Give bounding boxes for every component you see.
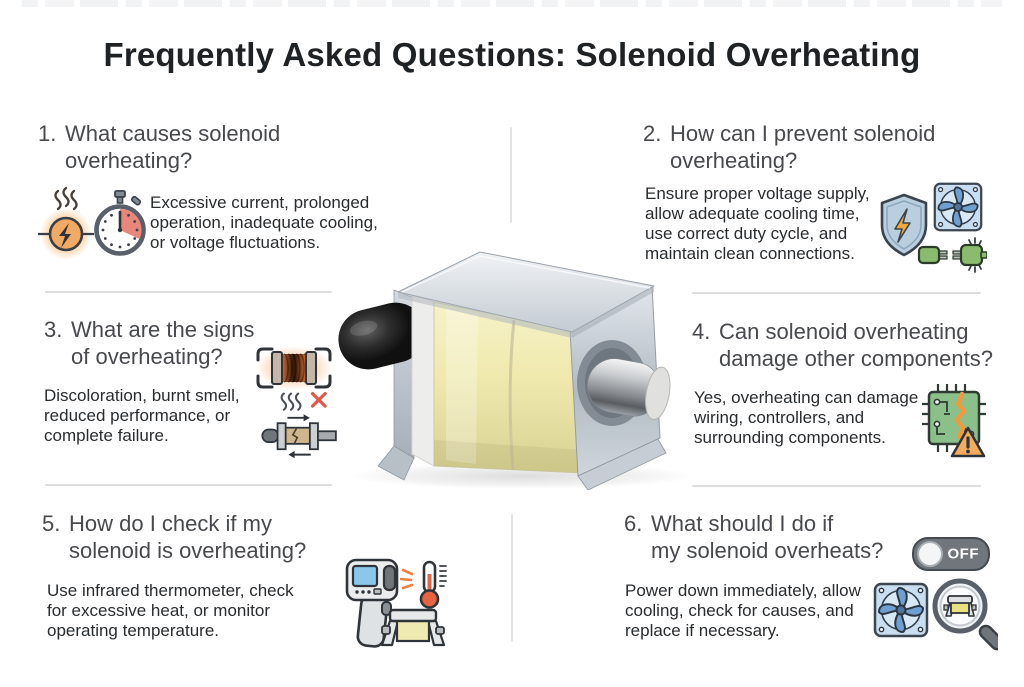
answer-4: Yes, overheating can damage wiring, controllers, and surrounding components.: [694, 388, 919, 447]
answer-1: Excessive current, prolonged operation, inadequate cooling, or voltage fluctuations.: [150, 193, 378, 252]
burnt-coil-icon: [254, 344, 334, 392]
question-5: [42, 510, 502, 564]
failed-solenoid-icon: [260, 390, 340, 460]
damaged-circuit-icon: [922, 384, 988, 460]
solenoid-product-photo: [332, 240, 712, 490]
cooling-fan-icon: [933, 182, 983, 232]
stopwatch-icon: [94, 190, 146, 258]
faq-item-5: [42, 510, 502, 670]
faq-item-6: [624, 510, 1004, 670]
faq-item-1: [38, 120, 378, 280]
divider-vertical-bottom: [511, 514, 513, 642]
question-1: [38, 120, 378, 174]
question-number: 1.: [38, 121, 57, 146]
question-text: How can I prevent solenoid overheating?: [670, 121, 936, 173]
question-text: What are the signs of overheating?: [71, 317, 255, 369]
cooling-fan-icon: [873, 582, 929, 638]
overheating-bolt-icon: [38, 182, 94, 262]
question-number: 5.: [42, 511, 61, 536]
off-toggle: [912, 537, 990, 571]
question-number: 6.: [624, 511, 643, 536]
toggle-label: OFF: [947, 545, 979, 563]
question-4: [692, 318, 1002, 372]
question-text: Can solenoid overheating damage other components?: [719, 319, 993, 371]
divider-right-2: [692, 485, 981, 487]
answer-5: Use infrared thermometer, check for excessive heat, or monitor operating temperature.: [47, 581, 294, 640]
question-number: 3.: [44, 317, 63, 342]
question-2: [643, 120, 995, 174]
solenoid-check-icon: [380, 606, 446, 652]
inspect-magnifier-icon: [930, 576, 998, 654]
answer-3: Discoloration, burnt smell, reduced performance, or complete failure.: [44, 386, 240, 445]
question-text: How do I check if my solenoid is overheating?: [69, 511, 307, 563]
faq-item-4: [692, 318, 1002, 468]
question-text: What causes solenoid overheating?: [65, 121, 281, 173]
clean-connectors-icon: [917, 236, 987, 274]
answer-2: Ensure proper voltage supply, allow adequate cooling time, use correct duty cycle, and maintain clean connections.: [645, 184, 870, 263]
answer-6: Power down immediately, allow cooling, check for causes, and replace if necessary.: [625, 581, 861, 640]
divider-left-1: [45, 291, 332, 293]
page-title: Frequently Asked Questions: Solenoid Overheating: [103, 36, 921, 73]
question-number: 4.: [692, 319, 711, 344]
question-text: What should I do if my solenoid overheats?: [651, 511, 884, 563]
toggle-knob: [917, 541, 943, 567]
cropped-text-strip: [22, 0, 1002, 7]
divider-right-1: [692, 292, 981, 294]
question-number: 2.: [643, 121, 662, 146]
divider-left-2: [45, 484, 332, 486]
divider-vertical-top: [510, 127, 512, 223]
thermometer-icon: [400, 560, 450, 610]
